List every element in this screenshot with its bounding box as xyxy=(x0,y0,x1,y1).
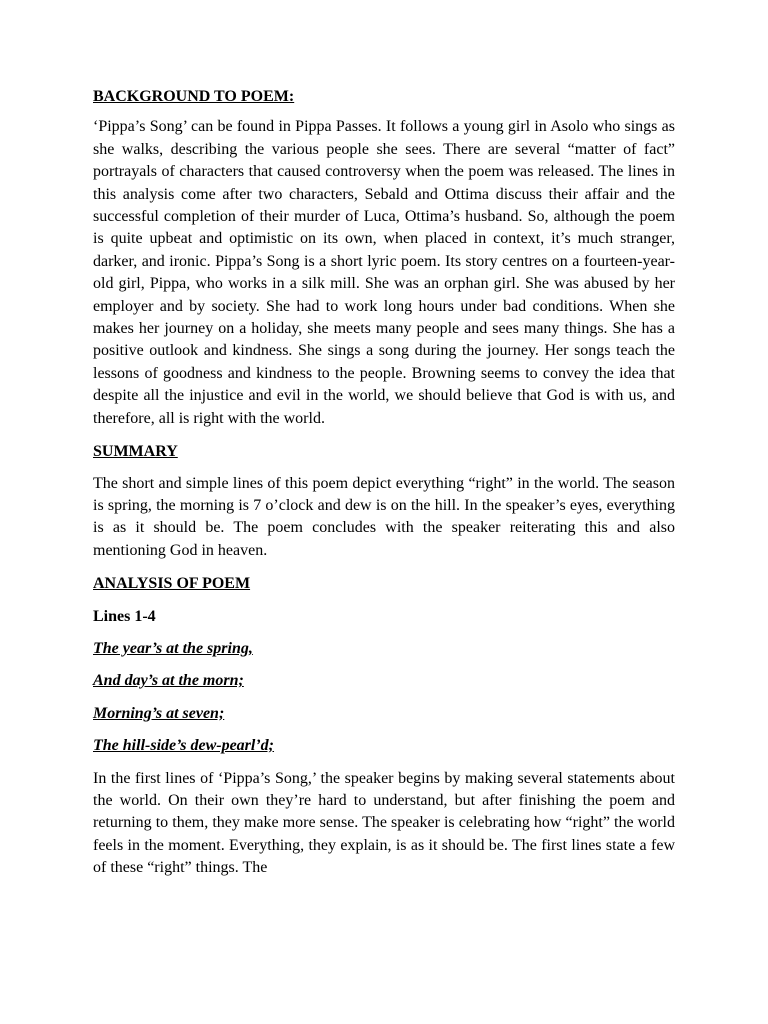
section-heading-summary: SUMMARY xyxy=(93,443,178,461)
section-heading-background: BACKGROUND TO POEM: xyxy=(93,88,295,105)
section-heading-analysis: ANALYSIS OF POEM xyxy=(93,575,251,593)
lines-subheading: Lines 1-4 xyxy=(93,607,156,625)
background-paragraph: ‘Pippa’s Song’ can be found in Pippa Passes. It follows a young girl in Asolo who sings as she walks, describing the various people she sees. There are several “matter of fact” portrayals of characters that caused controversy when the poem was released. The lines in this analysis come after two characters, Sebald and Ottima discuss their affair and the successful completion of their murder of Luca, Ottima’s husband. So, although the poem is quite upbeat and optimistic on its own, when placed in context, it’s much stranger, darker, and ironic. Pippa’s Song is a short lyric poem. Its story centres on a fourteen-year-old girl, Pippa, who works in a silk mill. She was an orphan girl. She was abused by her employer and by society. She had to work long hours under bad conditions. When she makes her journey on a holiday, she meets many people and sees many things. She has a positive outlook and kindness. She sings a song during the journey. Her songs teach the lessons of goodness and kindness to the people. Browning seems to convey the idea that despite all the injustice and evil in the world, we should believe that God is with us, and therefore, all is right with the world. xyxy=(93,118,675,427)
document-page xyxy=(93,86,675,890)
verse-line-1: The year’s at the spring, xyxy=(93,639,253,657)
verse-line-2: And day’s at the morn; xyxy=(93,672,244,690)
analysis-paragraph: In the first lines of ‘Pippa’s Song,’ the speaker begins by making several statements about the world. On their own they’re hard to understand, but after finishing the poem and returning to them, they make more sense. The speaker is celebrating how “right” the world feels in the moment. Everything, they explain, is as it should be. The first lines state a few of these “right” things. The xyxy=(93,769,675,877)
verse-line-4: The hill-side’s dew-pearl’d; xyxy=(93,737,275,755)
summary-paragraph: The short and simple lines of this poem depict everything “right” in the world. The season is spring, the morning is 7 o’clock and dew is on the hill. In the speaker’s eyes, everything is as it should be. The poem concludes with the speaker reiterating this and also mentioning God in heaven. xyxy=(93,474,675,559)
verse-line-3: Morning’s at seven; xyxy=(93,704,225,722)
